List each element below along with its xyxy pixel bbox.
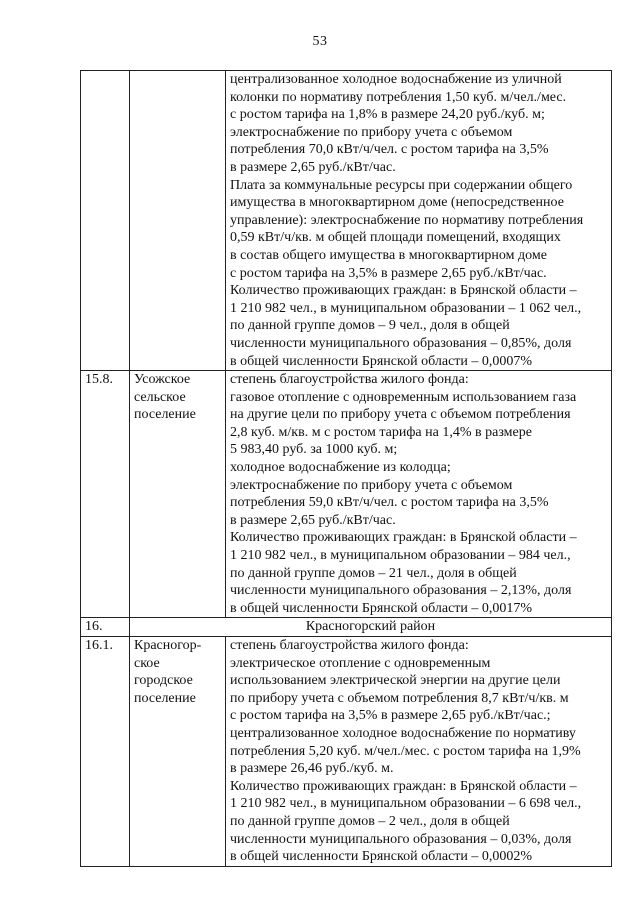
description-line: 1 210 982 чел., в муниципальном образовании – 1 062 чел., [230, 300, 582, 316]
description-line: по данной группе домов – 9 чел., доля в общей [230, 318, 510, 334]
description-line: по данной группе домов – 21 чел., доля в общей [230, 565, 517, 581]
description-line: управление): электроснабжение по нормативу потребления [230, 212, 584, 228]
row-number: 16. [81, 618, 130, 637]
description-line: потребления 70,0 кВт/ч/чел. с ростом тарифа на 3,5% [230, 142, 549, 158]
settlement-name-line: ское [134, 655, 160, 671]
description-line: холодное водоснабжение из колодца; [230, 460, 451, 476]
description-line: 2,8 куб. м/кв. м с ростом тарифа на 1,4% в размере [230, 424, 532, 440]
description-line: 1 210 982 чел., в муниципальном образовании – 984 чел., [230, 548, 571, 564]
description-line: степень благоустройства жилого фонда: [230, 372, 469, 388]
description-line: численности муниципального образования – 0,03%, доля [230, 831, 572, 847]
description-line: в общей численности Брянской области – 0,0002% [230, 849, 533, 865]
page-number: 53 [312, 34, 328, 49]
settlement-name-line: Красногор- [134, 638, 202, 653]
settlement-name-line: поселение [134, 690, 196, 706]
table-row [81, 371, 612, 618]
description-line: использованием электрической энергии на другие цели [230, 673, 561, 689]
settlement-name [130, 637, 226, 867]
housing-description [226, 71, 612, 371]
description-line: с ростом тарифа на 3,5% в размере 2,65 руб./кВт/час.; [230, 708, 551, 724]
description-line: Плата за коммунальные ресурсы при содержании общего [230, 177, 573, 193]
description-line: электроснабжение по прибору учета с объемом [230, 477, 513, 493]
description-line: централизованное холодное водоснабжение из уличной [230, 72, 562, 87]
description-line: газовое отопление с одновременным использованием газа [230, 389, 577, 405]
housing-description [226, 371, 612, 618]
description-line: 0,59 кВт/ч/кв. м общей площади помещений, входящих [230, 230, 561, 246]
tariff-table [80, 70, 612, 867]
description-line: 1 210 982 чел., в муниципальном образовании – 6 698 чел., [230, 796, 582, 812]
description-line: потребления 5,20 куб. м/чел./мес. с ростом тарифа на 1,9% [230, 743, 581, 759]
description-line: централизованное холодное водоснабжение по нормативу [230, 725, 576, 741]
housing-description [226, 637, 612, 867]
settlement-name-line: поселение [134, 407, 196, 423]
settlement-name-line: Усожское [134, 372, 191, 388]
description-line: в общей численности Брянской области – 0,0007% [230, 353, 533, 369]
description-line: колонки по нормативу потребления 1,50 куб. м/чел./мес. [230, 89, 567, 105]
description-line: по данной группе домов – 2 чел., доля в общей [230, 813, 510, 829]
description-line: 5 983,40 руб. за 1000 куб. м; [230, 442, 398, 458]
description-line: электрическое отопление с одновременным [230, 655, 491, 671]
row-number: 15.8. [81, 371, 130, 618]
description-line: с ростом тарифа на 1,8% в размере 24,20 руб./куб. м; [230, 107, 545, 123]
table-row [81, 71, 612, 371]
description-line: в размере 2,65 руб./кВт/час. [230, 159, 396, 175]
description-line: потребления 59,0 кВт/ч/чел. с ростом тарифа на 3,5% [230, 495, 549, 511]
description-line: численности муниципального образования – 2,13%, доля [230, 583, 572, 599]
description-line: Количество проживающих граждан: в Брянской области – [230, 283, 577, 299]
settlement-name [130, 71, 226, 371]
district-row [81, 618, 612, 637]
description-line: в общей численности Брянской области – 0,0017% [230, 600, 533, 616]
description-line: электроснабжение по прибору учета с объемом [230, 124, 513, 140]
settlement-name [130, 371, 226, 618]
row-number [81, 71, 130, 371]
description-line: степень благоустройства жилого фонда: [230, 638, 469, 653]
district-title: Красногорский район [130, 618, 612, 637]
description-line: на другие цели по прибору учета с объемом потребления [230, 407, 571, 423]
settlement-name-line: сельское [134, 389, 186, 405]
description-line: имущества в многоквартирном доме (непосредственное [230, 195, 564, 211]
description-line: в размере 26,46 руб./куб. м. [230, 761, 394, 777]
settlement-name-line: городское [134, 673, 193, 689]
row-number: 16.1. [81, 637, 130, 867]
description-line: по прибору учета с объемом потребления 8,7 кВт/ч/кв. м [230, 690, 569, 706]
description-line: Количество проживающих граждан: в Брянской области – [230, 530, 577, 546]
description-line: в состав общего имущества в многоквартирном доме [230, 247, 547, 263]
table-row [81, 637, 612, 867]
description-line: численности муниципального образования – 0,85%, доля [230, 335, 572, 351]
description-line: с ростом тарифа на 3,5% в размере 2,65 руб./кВт/час. [230, 265, 547, 281]
table-body [81, 71, 612, 867]
description-line: Количество проживающих граждан: в Брянской области – [230, 778, 577, 794]
description-line: в размере 2,65 руб./кВт/час. [230, 512, 396, 528]
